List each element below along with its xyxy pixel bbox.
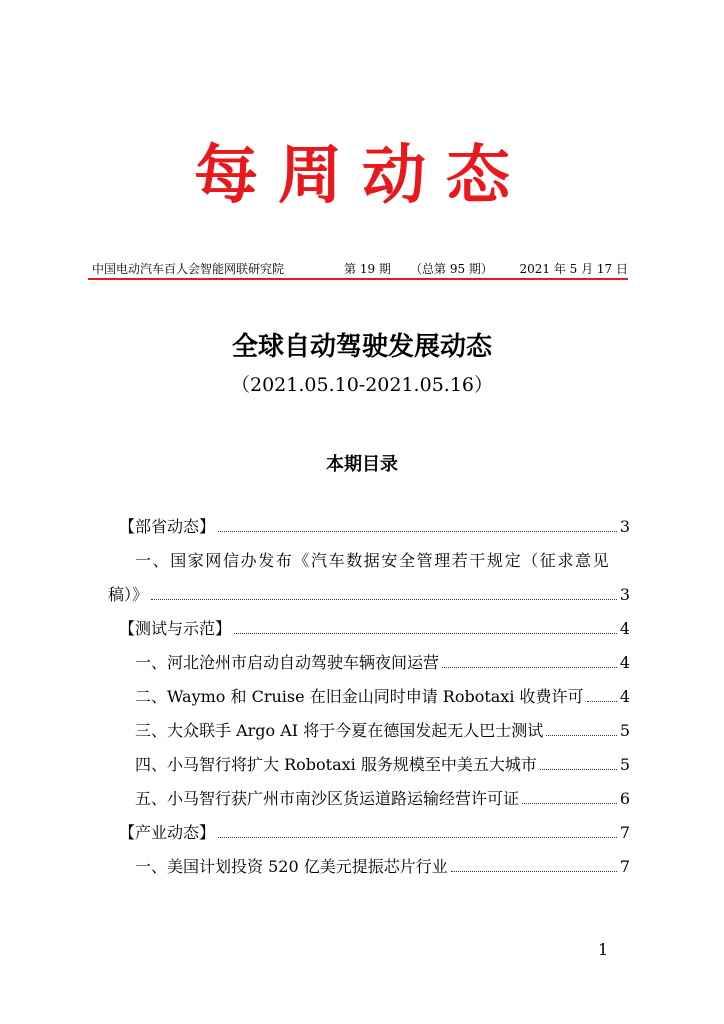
toc-entry-page: 4 [619, 619, 630, 638]
toc-leader-dots [442, 667, 617, 668]
masthead-title: 每周动态 [194, 138, 530, 213]
toc-entry-page: 3 [619, 585, 630, 604]
page-number: 1 [598, 940, 609, 959]
date-range: （2021.05.10-2021.05.16） [231, 374, 493, 396]
toc-entry-label: 四、小马智行将扩大 Robotaxi 服务规模至中美五大城市 [135, 755, 537, 774]
toc-entry-section-industry[interactable] [108, 816, 630, 850]
toc-leader-dots [540, 769, 617, 770]
toc-entry-page: 4 [619, 687, 630, 706]
toc-entry-label: 二、Waymo 和 Cruise 在旧金山同时申请 Robotaxi 收费许可 [135, 687, 584, 706]
toc-leader-dots [451, 871, 617, 872]
toc-entry[interactable] [108, 782, 630, 816]
institute-name: 中国电动汽车百人会智能网联研究院 [92, 262, 285, 276]
header-divider [88, 278, 628, 280]
document-title: 全球自动驾驶发展动态 [231, 332, 492, 362]
toc-entry-page: 7 [619, 823, 630, 842]
toc-entry-label: 一、国家网信办发布《汽车数据安全管理若干规定（征求意见 [135, 551, 611, 570]
toc-entry-label: 稿）》 [108, 585, 149, 604]
issue-header [92, 261, 628, 277]
toc-entry[interactable] [108, 748, 630, 782]
table-of-contents [108, 510, 630, 884]
toc-entry-label: 五、小马智行获广州市南沙区货运道路运输经营许可证 [135, 789, 520, 808]
toc-leader-dots [522, 803, 617, 804]
toc-leader-dots [546, 735, 617, 736]
toc-entry[interactable] [108, 850, 630, 884]
total-issue-number: （总第 95 期） [410, 262, 493, 276]
toc-entry-label: 三、大众联手 Argo AI 将于今夏在德国发起无人巴士测试 [135, 721, 544, 740]
toc-entry[interactable] [108, 646, 630, 680]
toc-entry-label: 一、河北沧州市启动自动驾驶车辆夜间运营 [135, 653, 440, 672]
toc-entry[interactable] [108, 714, 630, 748]
toc-leader-dots [218, 837, 617, 838]
toc-leader-dots [151, 599, 617, 600]
toc-entry-page: 4 [619, 653, 630, 672]
toc-entry[interactable] [108, 680, 630, 714]
toc-leader-dots [218, 531, 617, 532]
toc-entry-label: 一、美国计划投资 520 亿美元提振芯片行业 [135, 857, 448, 876]
toc-entry-page: 6 [619, 789, 630, 808]
toc-entry-section-testing[interactable] [108, 612, 630, 646]
toc-leader-dots [587, 701, 617, 702]
toc-entry-page: 3 [619, 517, 630, 536]
toc-entry[interactable] [108, 578, 630, 612]
toc-entry[interactable] [108, 544, 630, 578]
toc-leader-dots [234, 633, 617, 634]
toc-entry-page: 5 [619, 721, 630, 740]
toc-entry-label: 【产业动态】 [119, 823, 216, 842]
toc-entry-page: 5 [619, 755, 630, 774]
toc-entry-section-ministry[interactable] [108, 510, 630, 544]
toc-heading: 本期目录 [326, 454, 398, 475]
issue-date: 2021 年 5 月 17 日 [519, 262, 628, 276]
toc-entry-page: 7 [619, 857, 630, 876]
toc-entry-label: 【部省动态】 [119, 517, 216, 536]
issue-number: 第 19 期 [344, 262, 391, 276]
toc-entry-label: 【测试与示范】 [119, 619, 232, 638]
